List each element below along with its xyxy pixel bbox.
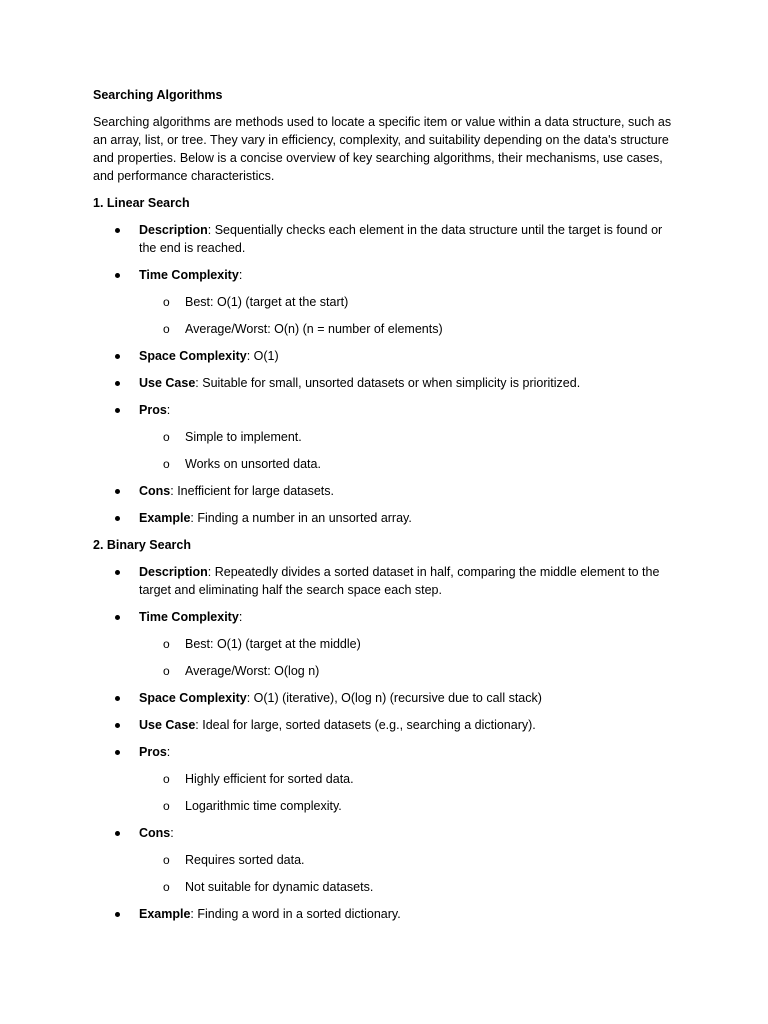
item-text: : bbox=[166, 745, 171, 759]
circle-bullet-icon: o bbox=[163, 799, 170, 813]
list-item bbox=[93, 689, 673, 707]
sub-item-text: Not suitable for dynamic datasets. bbox=[185, 880, 374, 894]
bullet-icon bbox=[115, 354, 120, 359]
item-text: : bbox=[166, 403, 171, 417]
sub-item-text: Simple to implement. bbox=[185, 430, 302, 444]
sub-item-text: Average/Worst: O(n) (n = number of elements) bbox=[185, 322, 443, 336]
item-text: : O(1) (iterative), O(log n) (recursive due to call stack) bbox=[246, 691, 542, 705]
circle-bullet-icon: o bbox=[163, 430, 170, 444]
sub-item-text: Requires sorted data. bbox=[185, 853, 305, 867]
bullet-icon bbox=[115, 696, 120, 701]
sub-list bbox=[139, 635, 673, 680]
item-label: Pros bbox=[139, 745, 167, 759]
list-item bbox=[93, 608, 673, 680]
document-content bbox=[93, 86, 673, 932]
section-linear-search bbox=[93, 194, 673, 527]
item-label: Use Case bbox=[139, 376, 196, 390]
sub-item-text: Best: O(1) (target at the start) bbox=[185, 295, 349, 309]
bullet-icon bbox=[115, 489, 120, 494]
item-text: : Finding a word in a sorted dictionary. bbox=[190, 907, 401, 921]
list-item bbox=[93, 221, 673, 257]
item-label: Time Complexity bbox=[139, 610, 239, 624]
item-label: Use Case bbox=[139, 718, 196, 732]
sub-list-item bbox=[139, 770, 673, 788]
item-label: Cons bbox=[139, 484, 171, 498]
bullet-icon bbox=[115, 750, 120, 755]
item-label: Example bbox=[139, 511, 191, 525]
bullet-icon bbox=[115, 831, 120, 836]
section-heading: 2. Binary Search bbox=[93, 538, 191, 552]
sub-item-text: Highly efficient for sorted data. bbox=[185, 772, 354, 786]
bullet-list bbox=[93, 563, 673, 923]
item-text: : Sequentially checks each element in the data structure until the target is found or the end is reached. bbox=[139, 223, 663, 255]
bullet-icon bbox=[115, 723, 120, 728]
intro-paragraph: Searching algorithms are methods used to locate a specific item or value within a data structure, such as an array, list, or tree. They vary in efficiency, complexity, and suitability depending on the data's structure and properties. Below is a concise overview of key searching algorithms, their mechanisms, use cases, and performance characteristics. bbox=[93, 115, 672, 183]
bullet-list bbox=[93, 221, 673, 527]
list-item bbox=[93, 716, 673, 734]
circle-bullet-icon: o bbox=[163, 457, 170, 471]
list-item bbox=[93, 509, 673, 527]
item-text: : Repeatedly divides a sorted dataset in half, comparing the middle element to the target and eliminating half the search space each step. bbox=[139, 565, 660, 597]
bullet-icon bbox=[115, 228, 120, 233]
bullet-icon bbox=[115, 273, 120, 278]
sub-list bbox=[139, 851, 673, 896]
item-label: Description bbox=[139, 223, 208, 237]
list-item bbox=[93, 347, 673, 365]
circle-bullet-icon: o bbox=[163, 637, 170, 651]
section-binary-search bbox=[93, 536, 673, 923]
bullet-icon bbox=[115, 381, 120, 386]
bullet-icon bbox=[115, 912, 120, 917]
circle-bullet-icon: o bbox=[163, 772, 170, 786]
sub-item-text: Works on unsorted data. bbox=[185, 457, 321, 471]
list-item bbox=[93, 563, 673, 599]
item-label: Pros bbox=[139, 403, 167, 417]
list-item bbox=[93, 482, 673, 500]
bullet-icon bbox=[115, 570, 120, 575]
circle-bullet-icon: o bbox=[163, 853, 170, 867]
item-label: Space Complexity bbox=[139, 349, 247, 363]
sub-list-item bbox=[139, 797, 673, 815]
item-label: Cons bbox=[139, 826, 171, 840]
bullet-icon bbox=[115, 615, 120, 620]
sub-list-item bbox=[139, 428, 673, 446]
item-text: : bbox=[238, 610, 243, 624]
list-item bbox=[93, 266, 673, 338]
item-text: : O(1) bbox=[246, 349, 279, 363]
item-label: Example bbox=[139, 907, 191, 921]
item-text: : Finding a number in an unsorted array. bbox=[190, 511, 412, 525]
sub-list-item bbox=[139, 455, 673, 473]
item-text: : Inefficient for large datasets. bbox=[170, 484, 335, 498]
bullet-icon bbox=[115, 408, 120, 413]
item-text: : Suitable for small, unsorted datasets or when simplicity is prioritized. bbox=[195, 376, 581, 390]
item-label: Space Complexity bbox=[139, 691, 247, 705]
circle-bullet-icon: o bbox=[163, 322, 170, 336]
bullet-icon bbox=[115, 516, 120, 521]
sub-list bbox=[139, 293, 673, 338]
sub-list bbox=[139, 770, 673, 815]
list-item bbox=[93, 374, 673, 392]
circle-bullet-icon: o bbox=[163, 880, 170, 894]
sub-list-item bbox=[139, 878, 673, 896]
item-text: : Ideal for large, sorted datasets (e.g., searching a dictionary). bbox=[195, 718, 536, 732]
sub-list-item bbox=[139, 635, 673, 653]
sub-list bbox=[139, 428, 673, 473]
sub-list-item bbox=[139, 320, 673, 338]
sub-item-text: Average/Worst: O(log n) bbox=[185, 664, 320, 678]
list-item bbox=[93, 743, 673, 815]
sub-item-text: Best: O(1) (target at the middle) bbox=[185, 637, 361, 651]
item-label: Description bbox=[139, 565, 208, 579]
item-label: Time Complexity bbox=[139, 268, 239, 282]
document-title: Searching Algorithms bbox=[93, 88, 223, 102]
list-item bbox=[93, 401, 673, 473]
section-heading: 1. Linear Search bbox=[93, 196, 190, 210]
sub-item-text: Logarithmic time complexity. bbox=[185, 799, 342, 813]
list-item bbox=[93, 824, 673, 896]
sub-list-item bbox=[139, 662, 673, 680]
circle-bullet-icon: o bbox=[163, 664, 170, 678]
sub-list-item bbox=[139, 851, 673, 869]
circle-bullet-icon: o bbox=[163, 295, 170, 309]
item-text: : bbox=[238, 268, 243, 282]
item-text: : bbox=[170, 826, 174, 840]
sub-list-item bbox=[139, 293, 673, 311]
list-item bbox=[93, 905, 673, 923]
